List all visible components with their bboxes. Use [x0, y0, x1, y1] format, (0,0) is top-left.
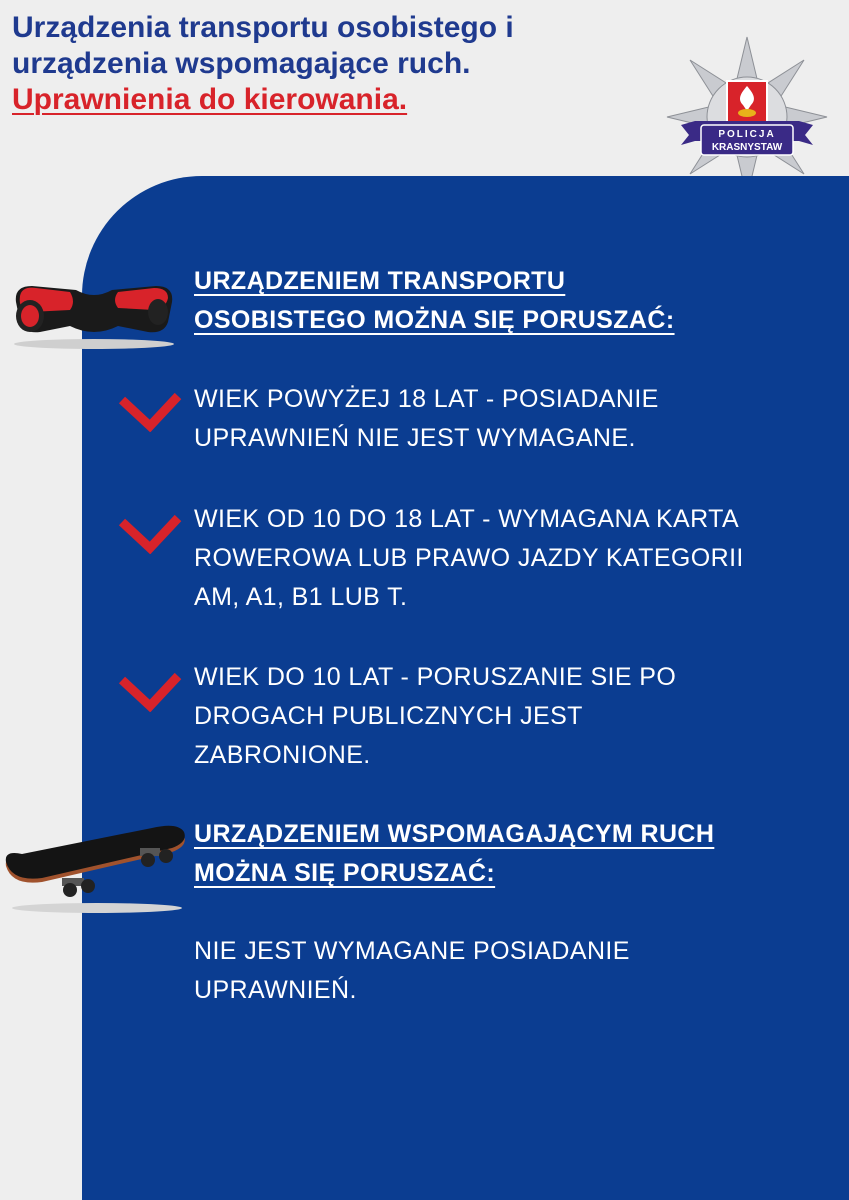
page-title [12, 10, 652, 118]
hoverboard-illustration [8, 272, 180, 352]
badge-text-top: POLICJA [718, 129, 776, 140]
badge-text-bottom: KRASNYSTAW [711, 142, 783, 153]
section2-body-line1: NIE JEST WYMAGANE POSIADANIE [194, 937, 630, 965]
section2-heading-line2: MOŻNA SIĘ PORUSZAĆ: [194, 859, 496, 887]
section1-heading [194, 262, 675, 340]
list-item [194, 500, 744, 617]
list-item-line: AM, A1, B1 LUB T. [194, 583, 408, 611]
check-icon [118, 510, 182, 554]
title-line-2: urządzenia wspomagające ruch. [12, 47, 471, 80]
list-item-line: DROGACH PUBLICZNYCH JEST [194, 702, 583, 730]
section2-heading-line1: URZĄDZENIEM WSPOMAGAJĄCYM RUCH [194, 820, 715, 848]
list-item [194, 380, 659, 458]
list-item-line: UPRAWNIEŃ NIE JEST WYMAGANE. [194, 424, 636, 452]
section2-heading [194, 815, 714, 893]
check-icon [118, 668, 182, 712]
skateboard-illustration [2, 820, 192, 915]
list-item [194, 658, 676, 775]
list-item-line: ROWEROWA LUB PRAWO JAZDY KATEGORII [194, 544, 744, 572]
section2-body-line2: UPRAWNIEŃ. [194, 976, 357, 1004]
section1-heading-line2: OSOBISTEGO MOŻNA SIĘ PORUSZAĆ: [194, 306, 675, 334]
section2-body [194, 932, 630, 1010]
title-line-1: Urządzenia transportu osobistego i [12, 11, 514, 44]
list-item-line: WIEK OD 10 DO 18 LAT - WYMAGANA KARTA [194, 505, 740, 533]
title-line-3: Uprawnienia do kierowania. [12, 83, 408, 116]
list-item-line: ZABRONIONE. [194, 741, 371, 769]
list-item-line: WIEK POWYŻEJ 18 LAT - POSIADANIE [194, 385, 659, 413]
check-icon [118, 388, 182, 432]
section1-heading-line1: URZĄDZENIEM TRANSPORTU [194, 267, 566, 295]
list-item-line: WIEK DO 10 LAT - PORUSZANIE SIE PO [194, 663, 677, 691]
